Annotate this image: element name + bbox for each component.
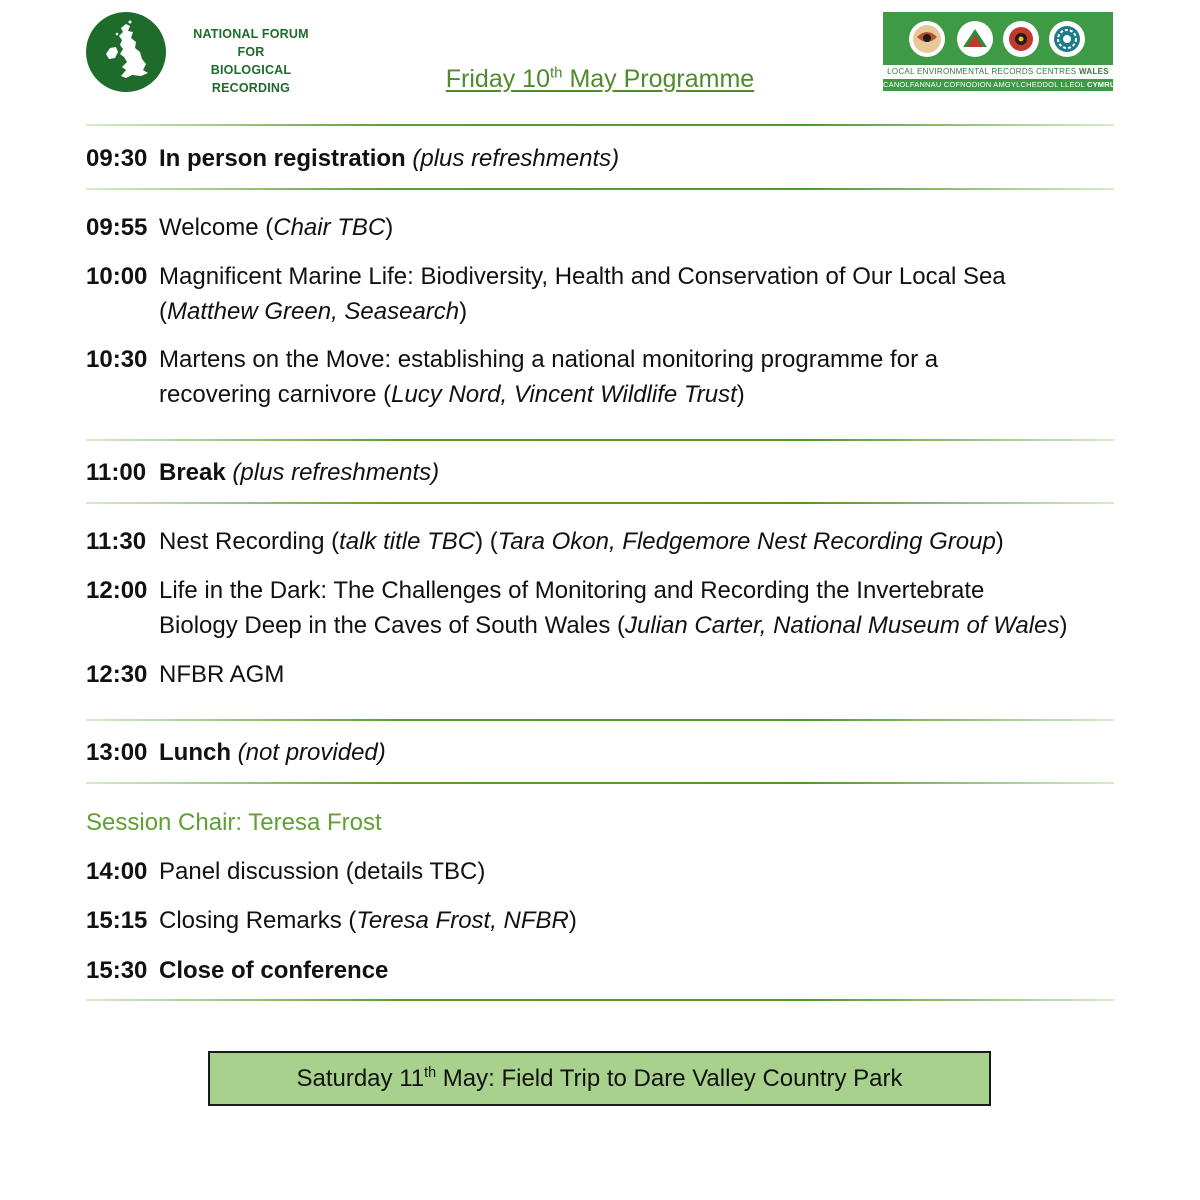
lerc-emblem-1-icon xyxy=(909,21,945,57)
schedule-time: 14:00 xyxy=(86,858,148,885)
schedule-close: ) xyxy=(1059,612,1068,639)
schedule-time: 09:30 xyxy=(86,145,148,172)
divider xyxy=(86,124,1114,126)
lerc-emblem-4-icon xyxy=(1049,21,1085,57)
schedule-text xyxy=(159,141,1119,176)
schedule-text xyxy=(159,455,1119,490)
schedule-close: ) xyxy=(736,381,745,408)
schedule-close: ) xyxy=(568,907,577,934)
nfbr-logo-line2: FOR xyxy=(237,45,265,59)
saturday-prefix: Saturday 11 xyxy=(296,1065,425,1092)
schedule-text xyxy=(159,854,1119,889)
schedule-time: 09:55 xyxy=(86,214,148,241)
schedule-title: Magnificent Marine Life: Biodiversity, Health and Conservation of Our Local Sea xyxy=(159,263,1006,290)
schedule-title-line2: Biology Deep in the Caves of South Wales ( xyxy=(159,612,626,639)
schedule-speaker: Lucy Nord, Vincent Wildlife Trust xyxy=(391,381,737,408)
schedule-title: NFBR AGM xyxy=(159,661,285,688)
lerc-welsh-prefix: CANOLFANNAU COFNODION AMGYLCHEDDOL LLEOL xyxy=(883,80,1085,89)
schedule-mid: ) ( xyxy=(475,528,498,555)
schedule-time: 12:30 xyxy=(86,661,148,688)
schedule-title: In person registration xyxy=(159,145,406,172)
schedule-open: ( xyxy=(159,298,167,325)
page-title-suffix: May Programme xyxy=(562,65,755,93)
schedule-text xyxy=(159,524,1119,559)
divider xyxy=(86,719,1114,721)
schedule-text xyxy=(159,735,1119,770)
schedule-text xyxy=(159,259,1119,329)
schedule-speaker: Julian Carter, National Museum of Wales xyxy=(625,612,1060,639)
schedule-time: 10:30 xyxy=(86,346,148,373)
schedule-time: 15:15 xyxy=(86,907,148,934)
page-title-sup: th xyxy=(549,64,563,82)
schedule-close: ) xyxy=(459,298,468,325)
schedule-text xyxy=(159,903,1119,938)
schedule-time: 12:00 xyxy=(86,577,148,604)
schedule-close: ) xyxy=(995,528,1004,555)
schedule-note: (not provided) xyxy=(237,739,386,766)
schedule-title: Lunch xyxy=(159,739,231,766)
schedule-title: Panel discussion (details TBC) xyxy=(159,858,486,885)
schedule-speaker: Matthew Green, Seasearch xyxy=(167,298,460,325)
session-chair-heading: Session Chair: Teresa Frost xyxy=(86,809,382,836)
page-title-prefix: Friday 10 xyxy=(445,65,550,93)
schedule-time: 11:00 xyxy=(86,459,147,486)
schedule-title: Life in the Dark: The Challenges of Monitoring and Recording the Invertebrate xyxy=(159,577,985,604)
saturday-sup: th xyxy=(424,1065,437,1081)
lerc-english-suffix: WALES xyxy=(1078,67,1109,76)
schedule-talk: talk title TBC xyxy=(339,528,476,555)
nfbr-logo-line1: NATIONAL FORUM xyxy=(193,27,309,41)
schedule-time: 15:30 xyxy=(86,957,148,984)
lerc-logo-banner xyxy=(883,12,1113,65)
schedule-title: Break xyxy=(159,459,226,486)
schedule-title: Welcome ( xyxy=(159,214,274,241)
schedule-time: 11:30 xyxy=(86,528,147,555)
schedule-speaker: Chair TBC xyxy=(273,214,386,241)
schedule-note: (plus refreshments) xyxy=(412,145,620,172)
lerc-emblem-2-icon xyxy=(957,21,993,57)
saturday-field-trip-banner xyxy=(208,1051,991,1106)
divider xyxy=(86,439,1114,441)
schedule-text xyxy=(159,657,1119,692)
schedule-time: 13:00 xyxy=(86,739,148,766)
schedule-speaker: Tara Okon, Fledgemore Nest Recording Group xyxy=(497,528,996,555)
divider xyxy=(86,502,1114,504)
schedule-title: Close of conference xyxy=(159,957,389,984)
schedule-time: 10:00 xyxy=(86,263,148,290)
schedule-text xyxy=(159,342,1119,412)
saturday-suffix: May: Field Trip to Dare Valley Country Park xyxy=(436,1065,903,1092)
divider xyxy=(86,782,1114,784)
schedule-text xyxy=(159,573,1119,643)
lerc-english-prefix: LOCAL ENVIRONMENTAL RECORDS CENTRES xyxy=(887,67,1077,76)
lerc-emblem-3-icon xyxy=(1003,21,1039,57)
schedule-title: Nest Recording ( xyxy=(159,528,340,555)
schedule-title-line2: recovering carnivore ( xyxy=(159,381,392,408)
page-title xyxy=(0,63,1200,95)
divider xyxy=(86,188,1114,190)
schedule-title: Closing Remarks ( xyxy=(159,907,357,934)
schedule-title: Martens on the Move: establishing a national monitoring programme for a xyxy=(159,346,939,373)
divider xyxy=(86,999,1114,1001)
lerc-welsh-suffix: CYMRU xyxy=(1086,80,1116,89)
schedule-close: ) xyxy=(385,214,394,241)
schedule-speaker: Teresa Frost, NFBR xyxy=(356,907,569,934)
schedule-note: (plus refreshments) xyxy=(232,459,440,486)
nfbr-logo-line3: BIOLOGICAL RECORDING xyxy=(210,63,292,95)
schedule-text xyxy=(159,210,1119,245)
schedule-text xyxy=(159,953,1119,988)
